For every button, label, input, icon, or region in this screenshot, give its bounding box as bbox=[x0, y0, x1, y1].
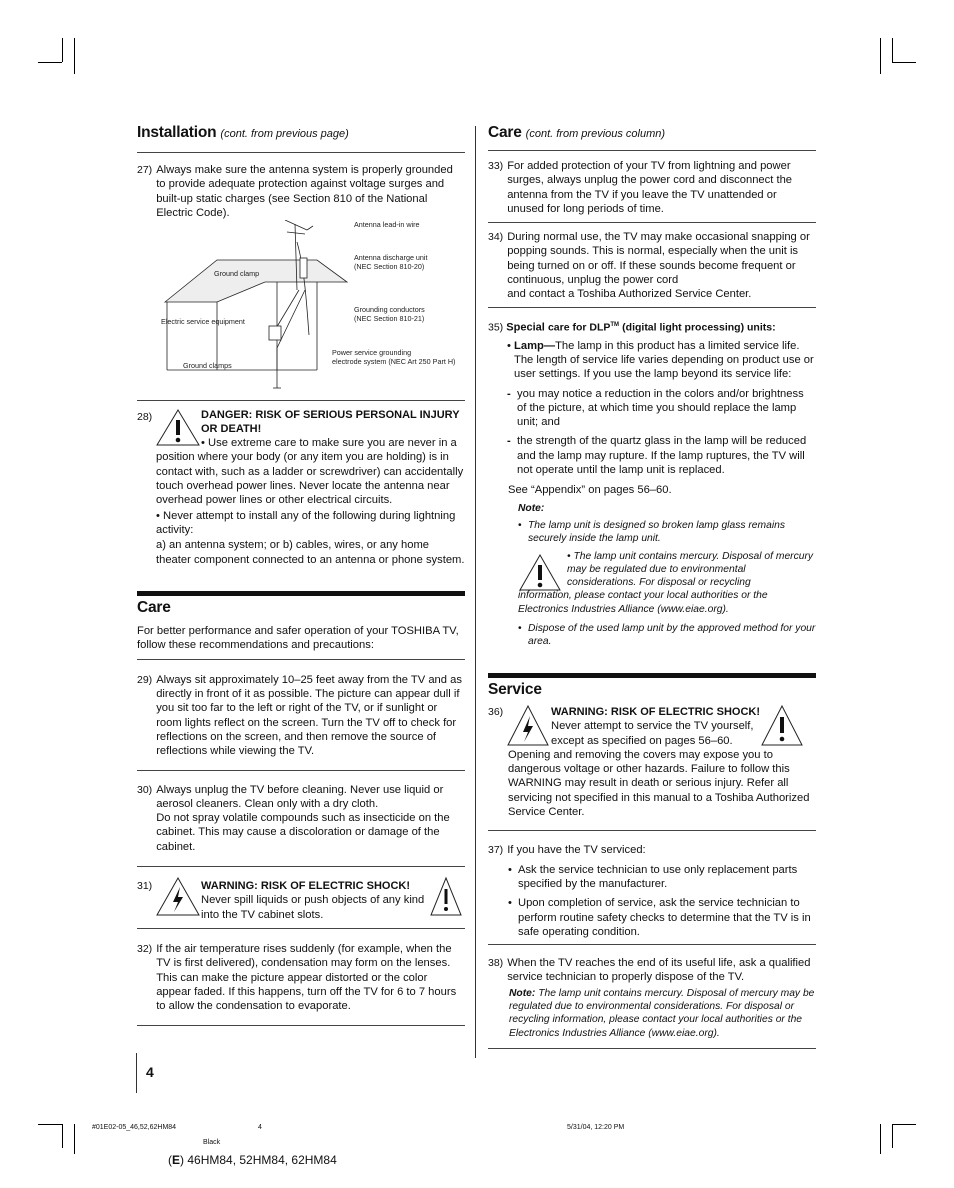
note-item: • The lamp unit is designed so broken lamp glass remains securely inside the lamp unit. bbox=[518, 519, 816, 546]
label-line: (NEC Section 810-21) bbox=[354, 313, 425, 323]
item-text: Upon completion of service, ask the service technician to perform routine safety checks to determine that the TV is in safe operating condition. bbox=[518, 897, 811, 938]
item-number: 31) bbox=[137, 880, 153, 893]
label-line: Power service grounding bbox=[332, 348, 412, 358]
item-heading: Special bbox=[506, 321, 545, 334]
label-discharge-unit bbox=[354, 254, 428, 271]
item-34 bbox=[488, 230, 816, 301]
note-text: Dispose of the used lamp unit by the approved method for your area. bbox=[528, 623, 816, 648]
item-number: 34) bbox=[488, 231, 504, 244]
item-number: 28) bbox=[137, 411, 153, 424]
item-number: 36) bbox=[488, 705, 504, 718]
item-text: The lamp in this product has a limited service life. The length of service life varies depending on product use or user settings. If you use the lamp beyond its service life: bbox=[514, 339, 814, 381]
electric-shock-icon bbox=[155, 875, 201, 917]
right-column bbox=[488, 126, 816, 1049]
section-rule bbox=[137, 591, 465, 596]
item-38-note bbox=[509, 987, 816, 1040]
divider bbox=[137, 1025, 465, 1026]
item-33 bbox=[488, 159, 816, 216]
note-text: • The lamp unit contains mercury. Disposal of mercury may be regulated due to environmental considerations. For disposal or recycling bbox=[567, 550, 814, 589]
divider bbox=[488, 222, 816, 223]
item-37-bullets bbox=[508, 863, 816, 939]
item-35 bbox=[488, 318, 816, 335]
care-intro: For better performance and safer operation of your TOSHIBA TV, follow these recommendations and precautions: bbox=[137, 625, 459, 652]
item-text: Opening and removing the covers may expose you to dangerous voltage or other hazards. Failure to follow this WARNING may result in death or serious injury. Refer all servicing not specified in this manual to a Toshiba Authorized Service Center. bbox=[508, 748, 810, 819]
item-38 bbox=[488, 956, 816, 985]
item-text: a) an antenna system; or b) cables, wires, or any home theater component connected to an antenna or phone system. bbox=[156, 539, 465, 566]
crop-mark bbox=[892, 62, 916, 63]
crop-mark bbox=[62, 38, 63, 62]
divider bbox=[137, 928, 465, 929]
label-line: electrode system (NEC Art 250 Part H) bbox=[332, 356, 456, 366]
label-line: Antenna discharge unit bbox=[354, 253, 428, 263]
crop-mark bbox=[892, 1124, 893, 1148]
item-text: you may notice a reduction in the colors and/or brightness of the picture, at which time you should replace the lamp unit; and bbox=[517, 387, 804, 429]
note-item: • Dispose of the used lamp unit by the approved method for your area. bbox=[518, 623, 816, 648]
item-text: the strength of the quartz glass in the lamp will be reduced and the lamp may rupture. If the lamp ruptures, the TV will not operate until the lamp unit is replaced. bbox=[517, 435, 807, 477]
item-31-body bbox=[201, 879, 431, 922]
page-number-rule bbox=[136, 1053, 137, 1093]
crop-mark bbox=[74, 38, 75, 74]
item-36-head bbox=[551, 705, 761, 748]
item-number: 29) bbox=[137, 673, 153, 686]
item-text: • Use extreme care to make sure you are never in a position where your body (or any item you are holding) is in contact with, such as a ladder or screwdriver) can accidentally touch overhead power lines. Never locate the antenna near overhead power lines or other electrical circuits. bbox=[156, 437, 464, 507]
warning-triangle-icon bbox=[518, 552, 562, 592]
page-number: 4 bbox=[146, 1064, 154, 1080]
item-31 bbox=[137, 879, 465, 921]
trademark: TM bbox=[610, 321, 620, 328]
item-text: Do not spray volatile compounds such as insecticide on the cabinet. This may cause a discoloration or damage of the cabinet. bbox=[156, 812, 450, 853]
column-divider bbox=[475, 126, 476, 1058]
item-text: Never spill liquids or push objects of any kind into the TV cabinet slots. bbox=[201, 894, 425, 921]
installation-heading: Installation bbox=[137, 124, 217, 141]
item-number: 32) bbox=[137, 943, 153, 956]
crop-mark bbox=[892, 38, 893, 62]
dash-item: - the strength of the quartz glass in the lamp will be reduced and the lamp may rupture. If the lamp ruptures, the TV will not operate until the lamp unit is replaced. bbox=[507, 434, 816, 477]
model-letter: E bbox=[172, 1153, 181, 1167]
item-28-body bbox=[156, 436, 465, 567]
crop-mark bbox=[38, 1124, 62, 1125]
care-heading: Care bbox=[137, 598, 171, 616]
item-text: During normal use, the TV may make occasional snapping or popping sounds. This is normal, especially when the unit is being turned on or off. If these sounds become frequent or continuous, unplug the power cord bbox=[507, 231, 810, 287]
installation-cont: (cont. from previous page) bbox=[220, 128, 349, 140]
item-text: If you have the TV serviced: bbox=[507, 844, 646, 857]
crop-mark bbox=[62, 1124, 63, 1148]
footer-file: #01E02-05_46,52,62HM84 bbox=[92, 1124, 177, 1131]
label-ground-clamps: Ground clamps bbox=[183, 361, 232, 371]
lamp-label: Lamp— bbox=[514, 339, 556, 352]
item-number: 27) bbox=[137, 164, 153, 176]
item-number: 35) bbox=[488, 321, 504, 334]
care-heading-cont: Care bbox=[488, 124, 522, 141]
note-text: The lamp unit contains mercury. Disposal of mercury may be regulated due to environmental considerations. For disposal or recycling information, please contact your local authorities or the Electronics Industries Alliance (www.eiae.org). bbox=[509, 987, 815, 1039]
footer-models: (E) 46HM84, 52HM84, 62HM84 bbox=[168, 1153, 337, 1167]
warning-triangle-icon bbox=[760, 703, 804, 747]
left-column bbox=[137, 126, 465, 1026]
crop-mark bbox=[892, 1124, 916, 1125]
item-text: For added protection of your TV from lightning and power surges, always unplug the power cord and disconnect the antenna from the TV if you leave the TV unattended or unused for long periods of time. bbox=[507, 160, 793, 215]
footer-black: Black bbox=[203, 1139, 221, 1146]
item-text: Always sit approximately 10–25 feet away from the TV and as directly in front of it as possible. The picture can appear dull if you sit too far to the left or right of the TV, or if sunlight or room lights reflect on the screen. Turn the TV off to check for reflections on the screen, and then remove the source of reflections while viewing the TV. bbox=[156, 673, 462, 758]
see-appendix: See “Appendix” on pages 56–60. bbox=[508, 484, 672, 497]
divider bbox=[488, 307, 816, 308]
crop-mark bbox=[880, 1124, 881, 1154]
item-27 bbox=[137, 163, 465, 220]
label-antenna-leadin: Antenna lead-in wire bbox=[354, 220, 420, 230]
item-number: 30) bbox=[137, 783, 153, 796]
item-number: 33) bbox=[488, 160, 504, 172]
divider bbox=[488, 830, 816, 831]
divider bbox=[137, 866, 465, 867]
item-text: Ask the service technician to use only replacement parts specified by the manufacturer. bbox=[518, 863, 798, 890]
divider bbox=[137, 400, 465, 401]
warning-triangle-icon bbox=[429, 875, 463, 917]
divider bbox=[488, 944, 816, 945]
divider bbox=[488, 1048, 816, 1049]
item-29 bbox=[137, 673, 465, 759]
item-number: 37) bbox=[488, 844, 504, 857]
service-heading: Service bbox=[488, 680, 542, 698]
danger-heading: DANGER: RISK OF SERIOUS PERSONAL INJURY OR DEATH! bbox=[201, 409, 460, 435]
label-line: (NEC Section 810-20) bbox=[354, 261, 425, 271]
item-text: Always make sure the antenna system is properly grounded to provide adequate protection against voltage surges and built-up static charges (see Section 810 of the National Electric Code). bbox=[156, 164, 453, 219]
divider bbox=[137, 659, 465, 660]
note-text: The lamp unit is designed so broken lamp glass remains securely inside the lamp unit. bbox=[528, 519, 785, 545]
section-rule bbox=[488, 673, 816, 678]
item-text: If the air temperature rises suddenly (for example, when the TV is first delivered), condensation may form on the lenses. This can make the picture appear distorted or the color appear faded. If this happens, turn off the TV for 6 to 7 hours to allow the condensation to evaporate. bbox=[156, 943, 457, 1013]
bullet-item: • Ask the service technician to use only replacement parts specified by the manufacturer. bbox=[508, 863, 816, 892]
label-power-grounding bbox=[332, 349, 455, 366]
label-electric-service: Electric service equipment bbox=[161, 317, 245, 327]
lamp-block: • Lamp—The lamp in this product has a limited service life. The length of service life varies depending on product use or user settings. If you use the lamp beyond its service life: - you may notice a reduction in the colors and/or brightness of the picture, at which time you should replace the lamp unit; and - the strength of the quartz glass in the lamp will be reduced and the lamp may rupture. If the lamp ruptures, the TV will not operate until the lamp unit is replaced. bbox=[507, 339, 816, 478]
label-ground-clamp: Ground clamp bbox=[214, 269, 260, 279]
item-32 bbox=[137, 942, 465, 1013]
antenna-grounding-diagram bbox=[137, 220, 465, 398]
crop-mark bbox=[74, 1124, 75, 1154]
item-30 bbox=[137, 783, 465, 854]
item-text: and contact a Toshiba Authorized Service Center. bbox=[507, 288, 752, 301]
warning-heading: WARNING: RISK OF ELECTRIC SHOCK! bbox=[551, 705, 760, 718]
divider bbox=[137, 770, 465, 771]
note-label: Note: bbox=[509, 987, 536, 999]
note-text: information, please contact your local authorities or the Electronics Industries Alliance (www.eiae.org). bbox=[518, 590, 768, 615]
care-cont: (cont. from previous column) bbox=[525, 128, 666, 140]
label-grounding-conductors bbox=[354, 306, 425, 323]
model-list: 46HM84, 52HM84, 62HM84 bbox=[187, 1153, 337, 1167]
warning-triangle-icon bbox=[155, 407, 201, 447]
electric-shock-icon bbox=[506, 703, 550, 747]
divider bbox=[488, 150, 816, 151]
crop-mark bbox=[880, 38, 881, 74]
item-heading: (digital light processing) units: bbox=[622, 321, 776, 334]
label-line: Grounding conductors bbox=[354, 305, 425, 315]
item-36 bbox=[488, 705, 816, 819]
warning-heading: WARNING: RISK OF ELECTRIC SHOCK! bbox=[201, 880, 410, 893]
footer-page: 4 bbox=[258, 1124, 262, 1131]
crop-mark bbox=[38, 62, 62, 63]
footer-date: 5/31/04, 12:20 PM bbox=[567, 1124, 625, 1131]
note-item-mercury bbox=[518, 550, 816, 616]
item-heading: care for DLP bbox=[547, 321, 611, 334]
bullet-item: • Upon completion of service, ask the service technician to perform routine safety checks to determine that the TV is in safe operating condition. bbox=[508, 896, 816, 939]
item-text: When the TV reaches the end of its useful life, ask a qualified service technician to properly dispose of the TV. bbox=[507, 957, 811, 984]
item-text: • Never attempt to install any of the following during lightning activity: bbox=[156, 509, 456, 536]
divider bbox=[137, 152, 465, 153]
dash-item: - you may notice a reduction in the colors and/or brightness of the picture, at which time you should replace the lamp unit; and bbox=[507, 387, 816, 430]
item-28 bbox=[137, 409, 465, 567]
note-label: Note: bbox=[518, 502, 545, 514]
item-text: Never attempt to service the TV yourself, except as specified on pages 56–60. bbox=[551, 720, 754, 747]
item-text: Always unplug the TV before cleaning. Never use liquid or aerosol cleaners. Clean only with a dry cloth. bbox=[156, 783, 444, 810]
item-number: 38) bbox=[488, 957, 504, 970]
item-37 bbox=[488, 843, 816, 857]
